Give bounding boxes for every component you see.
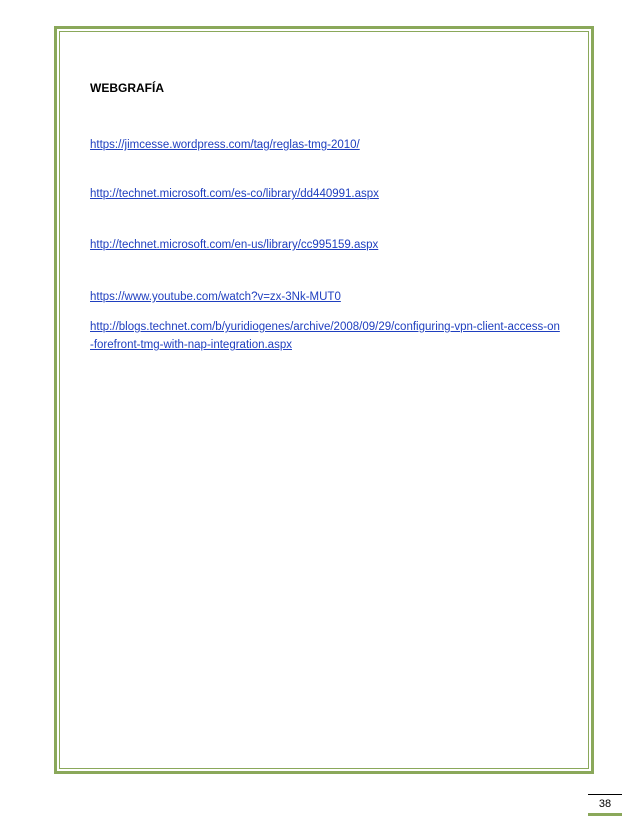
link-technet-en-us[interactable]: http://technet.microsoft.com/en-us/library/cc995159.aspx [90,239,379,251]
section-heading: WEBGRAFÍA [90,81,164,95]
page-content [90,80,570,351]
page-number: 38 [588,794,622,816]
link-technet-es-co[interactable]: http://technet.microsoft.com/es-co/library/dd440991.aspx [90,188,379,200]
link-jimcesse[interactable]: https://jimcesse.wordpress.com/tag/reglas-tmg-2010/ [90,139,360,151]
link-blogs-technet[interactable]: http://blogs.technet.com/b/yuridiogenes/archive/2008/09/29/configuring-vpn-client-access-on-forefront-tmg-with-nap-integration.aspx [90,321,560,351]
link-youtube[interactable]: https://www.youtube.com/watch?v=zx-3Nk-MUT0 [90,291,341,303]
